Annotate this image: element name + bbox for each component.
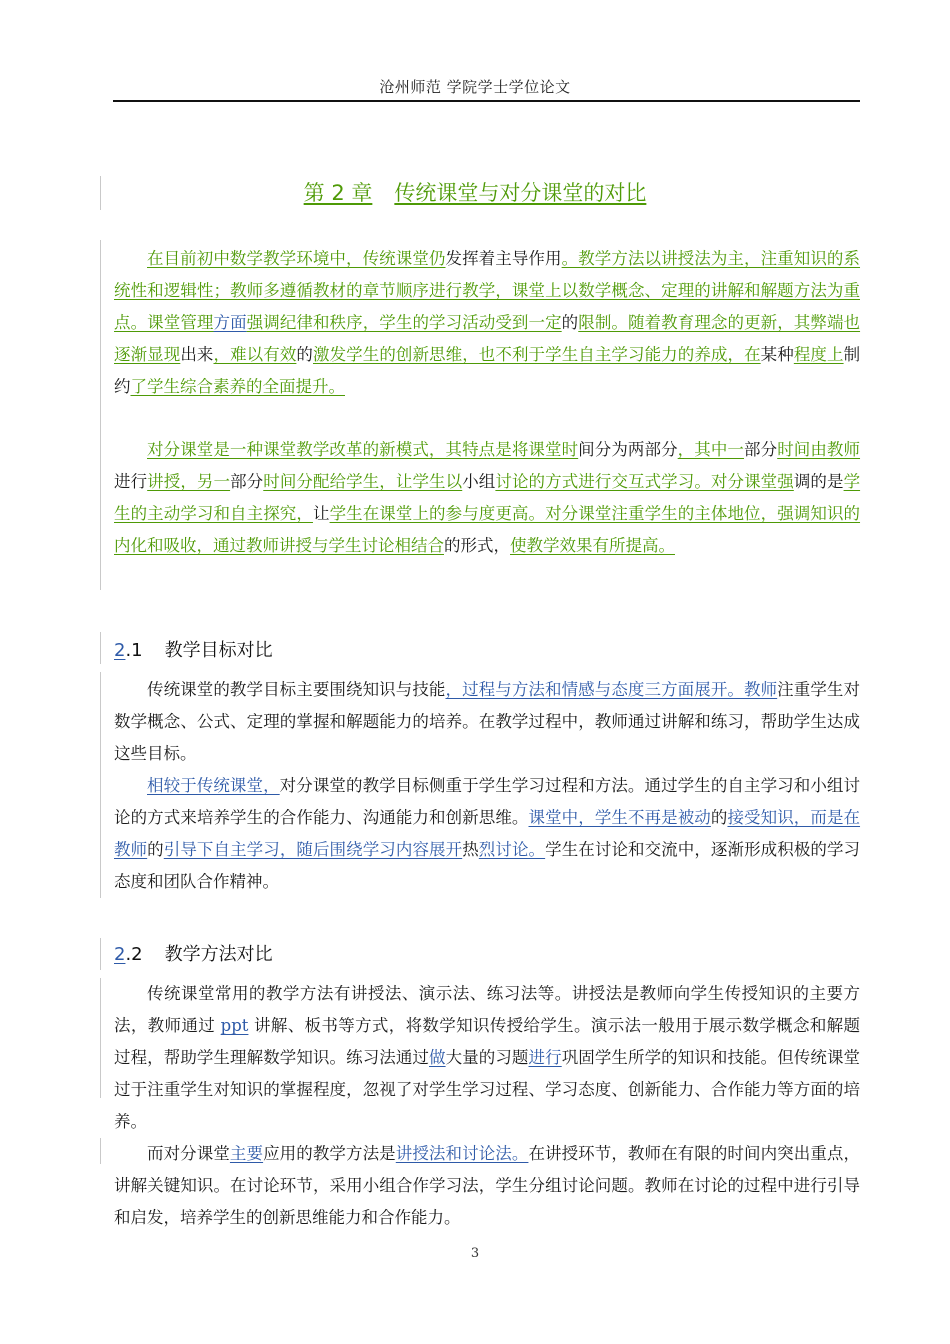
change-bar [100, 1138, 101, 1164]
change-bar [100, 240, 101, 590]
intro-paragraph-2: 对分课堂是一种课堂教学改革的新模式，其特点是将课堂时间分为两部分，其中一部分时间由教师进行讲授，另一部分时间分配给学生，让学生以小组讨论的方式进行交互式学习。对分课堂强调的是学生的主动学习和自主探究，让学生在课堂上的参与度更高。对分课堂注重学生的主体地位，强调知识的内化和吸收，通过教师讲授与学生讨论相结合的形式，使教学效果有所提高。 [114, 440, 861, 556]
change-bar [100, 672, 101, 898]
section-2-1-heading: 2.1 教学目标对比 [114, 640, 273, 661]
chapter-title [0, 177, 950, 207]
section-2-2-heading: 2.2 教学方法对比 [114, 944, 273, 965]
chapter-title-text: 传统课堂与对分课堂的对比 [394, 181, 647, 205]
section-2-2-paragraph-2: 而对分课堂主要应用的教学方法是讲授法和讨论法。在讲授环节，教师在有限的时间内突出重点，讲解关键知识。在讨论环节，采用小组合作学习法，学生分组讨论问题。教师在讨论的过程中进行引导和启发，培养学生的创新思维能力和合作能力。 [114, 1144, 861, 1228]
section-2-2-paragraph-1: 传统课堂常用的教学方法有讲授法、演示法、练习法等。讲授法是教师向学生传授知识的主要方法，教师通过 ppt 讲解、板书等方式，将数学知识传授给学生。演示法一般用于展示数学概念和解题过程，帮助学生理解数学知识。练习法通过做大量的习题进行巩固学生所学的知识和技能。但传统课堂过于注重学生对知识的掌握程度，忽视了对学生学习过程、学习态度、创新能力、合作能力等方面的培养。 [114, 984, 861, 1132]
chapter-number: 第 2 章 [303, 181, 373, 205]
change-bar [100, 632, 101, 664]
change-bar [100, 938, 101, 970]
change-bar [100, 978, 101, 1098]
intro-paragraph-1: 在目前初中数学教学环境中，传统课堂仍发挥着主导作用。教学方法以讲授法为主，注重知识的系统性和逻辑性；教师多遵循教材的章节顺序进行教学，课堂上以数学概念、定理的讲解和解题方法为重点。课堂管理方面强调纪律和秩序，学生的学习活动受到一定的限制。随着教育理念的更新，其弊端也逐渐显现出来，难以有效的激发学生的创新思维，也不利于学生自主学习能力的养成，在某种程度上制约了学生综合素养的全面提升。 [114, 249, 861, 397]
section-2-1-paragraph-1: 传统课堂的教学目标主要围绕知识与技能，过程与方法和情感与态度三方面展开。教师注重学生对数学概念、公式、定理的掌握和解题能力的培养。在教学过程中，教师通过讲解和练习，帮助学生达成这些目标。 [114, 680, 861, 764]
running-header: 沧州师范 学院学士学位论文 [379, 78, 571, 96]
section-2-1-paragraph-2: 相较于传统课堂，对分课堂的教学目标侧重于学生学习过程和方法。通过学生的自主学习和小组讨论的方式来培养学生的合作能力、沟通能力和创新思维。课堂中，学生不再是被动的接受知识，而是在教师的引导下自主学习，随后围绕学习内容展开热烈讨论。学生在讨论和交流中，逐渐形成积极的学习态度和团队合作精神。 [114, 776, 861, 892]
section-title: 教学目标对比 [164, 640, 273, 661]
section-title: 教学方法对比 [164, 944, 273, 965]
header-rule [113, 100, 860, 102]
page-number: 3 [470, 1246, 480, 1261]
